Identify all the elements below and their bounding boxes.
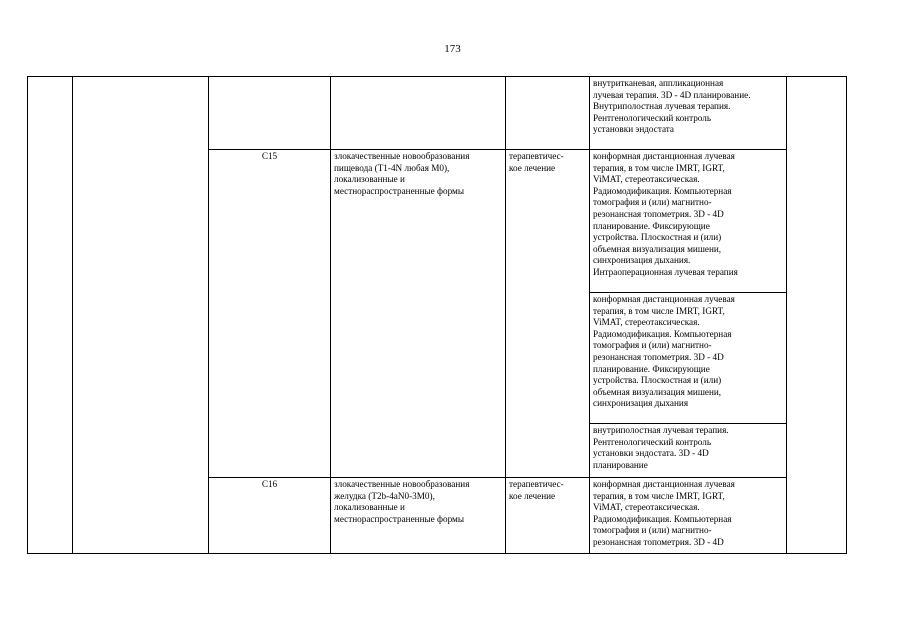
code-cell: C16 — [209, 478, 331, 554]
procedures-table — [27, 76, 847, 554]
treatment-cell: терапевтичес- кое лечение — [506, 478, 590, 554]
table-row — [28, 77, 847, 150]
method-cell: конформная дистанционная лучевая терапия, в том числе IMRT, IGRT, ViMAT, стереотаксическая. Радиомодификация. Компьютерная томография и (или) магнитно- резонансная топометрия. 3D - 4D планирование. Фиксирующие устройства. Плоскостная и (или) объемная визуализация мишени, синхронизация дыхания. Интраоперационная лучевая терапия — [590, 150, 787, 293]
treatment-cell: терапевтичес- кое лечение — [506, 150, 590, 478]
profile-cell — [73, 77, 209, 554]
cost-cell — [787, 77, 847, 554]
code-cell — [209, 77, 331, 150]
diagnosis-cell: злокачественные новообразования пищевода (T1-4N любая M0), локализованные и местнораспространенные формы — [331, 150, 506, 478]
treatment-cell — [506, 77, 590, 150]
method-cell: конформная дистанционная лучевая терапия, в том числе IMRT, IGRT, ViMAT, стереотаксическая. Радиомодификация. Компьютерная томография и (или) магнитно- резонансная топометрия. 3D - 4D планирование. Фиксирующие устройства. Плоскостная и (или) объемная визуализация мишени, синхронизация дыхания — [590, 293, 787, 424]
method-cell: внутриполостная лучевая терапия. Рентгенологический контроль установки эндостата. 3D - 4D планирование — [590, 424, 787, 478]
page-number: 173 — [444, 43, 461, 55]
diagnosis-cell — [331, 77, 506, 150]
code-cell: C15 — [209, 150, 331, 478]
method-cell: внутритканевая, аппликационная лучевая терапия. 3D - 4D планирование. Внутриполостная лучевая терапия. Рентгенологический контроль установки эндостата — [590, 77, 787, 150]
method-cell: конформная дистанционная лучевая терапия, в том числе IMRT, IGRT, ViMAT, стереотаксическая. Радиомодификация. Компьютерная томография и (или) магнитно- резонансная топометрия. 3D - 4D — [590, 478, 787, 554]
number-cell — [28, 77, 73, 554]
diagnosis-cell: злокачественные новообразования желудка (T2b-4aN0-3M0), локализованные и местнораспространенные формы — [331, 478, 506, 554]
